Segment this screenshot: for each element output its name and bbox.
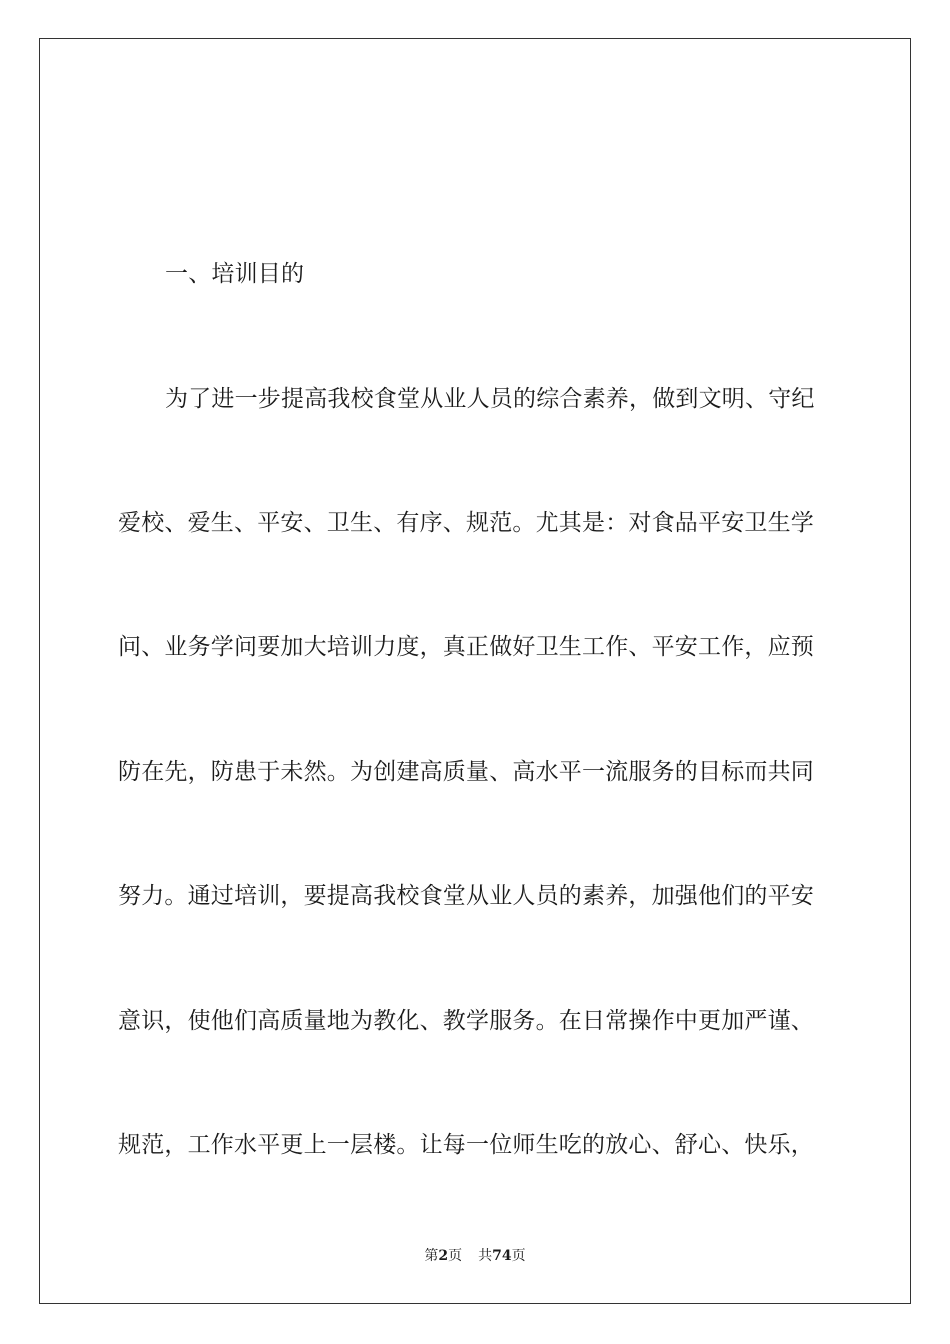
paragraph-line-3: 问、业务学问要加大培训力度，真正做好卫生工作、平安工作，应预 (118, 634, 814, 660)
paragraph-line-7: 规范，工作水平更上一层楼。让每一位师生吃的放心、舒心、快乐， (118, 1132, 814, 1158)
total-prefix: 共 (478, 1248, 493, 1264)
total-pages: 74 (492, 1248, 512, 1264)
page-prefix: 第 (424, 1248, 439, 1264)
section-heading: 一、培训目的 (165, 261, 305, 287)
paragraph-line-4: 防在先，防患于未然。为创建高质量、高水平一流服务的目标而共同 (118, 759, 814, 785)
paragraph-line-5: 努力。通过培训，要提高我校食堂从业人员的素养，加强他们的平安 (118, 883, 814, 909)
page-footer (0, 1246, 950, 1266)
paragraph-line-6: 意识，使他们高质量地为教化、教学服务。在日常操作中更加严谨、 (118, 1008, 814, 1034)
page-suffix: 页 (448, 1248, 463, 1264)
page-frame (39, 38, 911, 1304)
paragraph-line-1: 为了进一步提高我校食堂从业人员的综合素养，做到文明、守纪 (165, 386, 815, 412)
paragraph-line-2: 爱校、爱生、平安、卫生、有序、规范。尤其是：对食品平安卫生学 (118, 510, 814, 536)
total-suffix: 页 (511, 1248, 526, 1264)
page-number: 2 (438, 1248, 449, 1264)
